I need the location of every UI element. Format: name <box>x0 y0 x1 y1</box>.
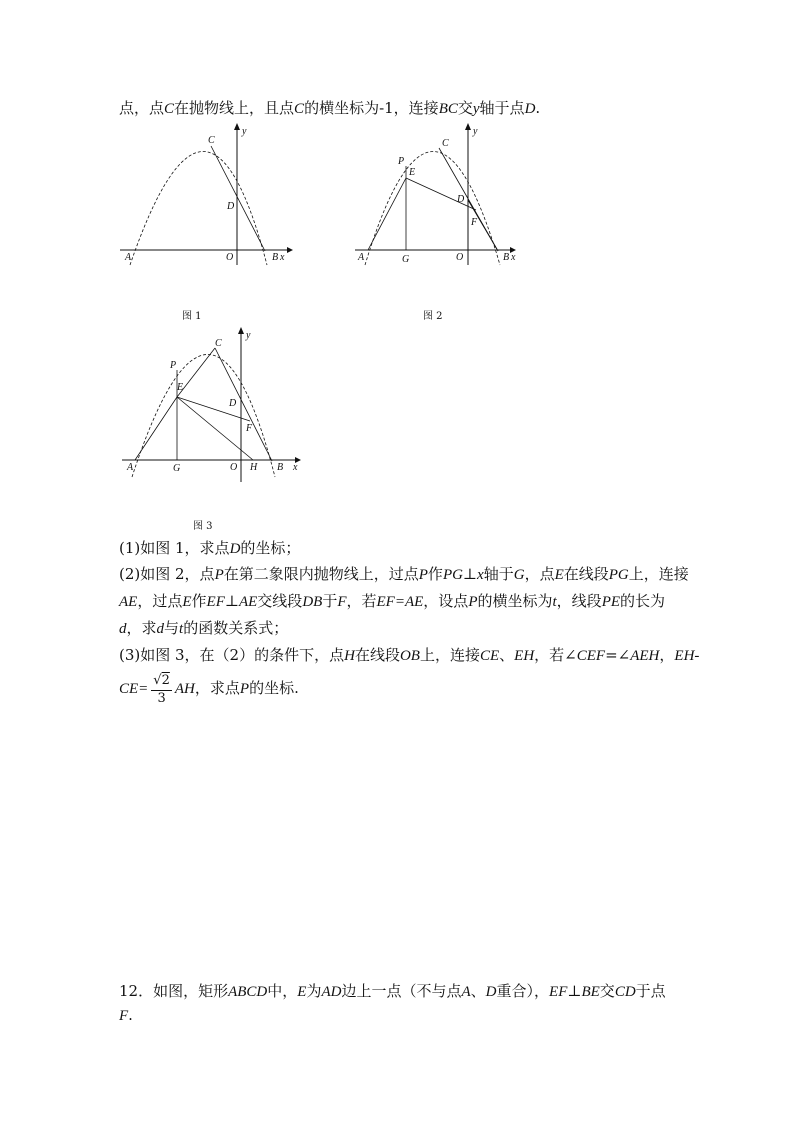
parabola <box>365 152 500 266</box>
fraction <box>151 672 172 707</box>
var: CE <box>479 648 500 664</box>
label-g: G <box>173 463 181 474</box>
var: P <box>418 567 428 583</box>
label-b: B <box>503 252 510 263</box>
question-12-line-2 <box>119 1004 133 1027</box>
text: =∠ <box>605 646 631 664</box>
text: (3)如图 3，在（2）的条件下，点 <box>119 646 345 664</box>
var: AEH <box>630 648 660 664</box>
var: PG⊥x <box>442 567 484 583</box>
segment-bc <box>211 146 265 251</box>
var: PE <box>601 594 621 610</box>
label-y: y <box>473 126 478 137</box>
text: (2)如图 2，点 <box>119 565 215 583</box>
label-y: y <box>246 330 251 341</box>
var: EH- <box>674 648 700 664</box>
var: DB <box>302 594 323 610</box>
text: 于点 <box>635 982 666 1000</box>
text: 在抛物线上，且点 <box>174 99 295 117</box>
parabola <box>130 152 267 266</box>
var: E <box>297 984 307 1000</box>
parabola <box>132 355 275 478</box>
label-x: x <box>280 252 285 263</box>
var: P <box>239 681 250 697</box>
label-a: A <box>358 252 365 263</box>
var: H <box>344 648 355 664</box>
text: 于 <box>322 592 338 610</box>
label-c: C <box>442 138 449 149</box>
var: EF⊥BE <box>549 984 600 1000</box>
label-p: P <box>398 156 405 167</box>
text: 作 <box>191 592 207 610</box>
var: BC <box>438 101 458 117</box>
text: 为 <box>306 982 322 1000</box>
text: ，点 <box>524 565 555 583</box>
text: 在第二象限内抛物线上，过点 <box>223 565 419 583</box>
var: P <box>214 567 224 583</box>
label-g: G <box>402 254 410 265</box>
var: E <box>182 594 192 610</box>
var: CD <box>614 984 636 1000</box>
text: ，设点 <box>423 592 469 610</box>
label-c: C <box>208 135 215 146</box>
label-a: A <box>127 462 134 473</box>
text: 轴于点 <box>479 99 525 117</box>
text: 点，点 <box>119 99 165 117</box>
radicand: 2 <box>161 672 170 688</box>
var: AD <box>321 984 342 1000</box>
question-3-line-1 <box>119 644 699 667</box>
label-c: C <box>215 338 222 349</box>
y-axis-arrow <box>465 123 471 130</box>
figure-2-caption: 图 2 <box>423 311 443 322</box>
text: 、 <box>470 982 486 1000</box>
text: 的横坐标为-1，连接 <box>304 99 439 117</box>
question-1 <box>119 537 300 560</box>
var: EF⊥AE <box>206 594 258 610</box>
text: 在线段 <box>354 646 400 664</box>
var: P <box>468 594 478 610</box>
label-b: B <box>272 252 279 263</box>
label-e: E <box>177 382 184 393</box>
var: d <box>156 621 165 637</box>
text: 在线段 <box>563 565 609 583</box>
var: EH <box>514 648 535 664</box>
label-o: O <box>456 252 464 263</box>
y-axis-arrow <box>234 123 240 130</box>
label-f: F <box>246 423 253 434</box>
var: y <box>472 101 480 117</box>
text: 的长为 <box>620 592 666 610</box>
var: C <box>164 101 175 117</box>
var: OB <box>399 648 420 664</box>
label-p: P <box>170 360 177 371</box>
label-d: D <box>457 194 465 205</box>
text: 上，连接 <box>628 565 689 583</box>
figure-3-caption: 图 3 <box>193 521 213 532</box>
var: PG <box>608 567 629 583</box>
var: A <box>461 984 471 1000</box>
text: 轴于 <box>483 565 514 583</box>
var: AH <box>174 681 195 697</box>
var: F <box>337 594 347 610</box>
var: t <box>552 594 557 610</box>
label-h: H <box>250 462 258 473</box>
var: C <box>294 101 305 117</box>
text: 作 <box>427 565 443 583</box>
text: 中， <box>267 982 298 1000</box>
text: 的坐标. <box>249 679 299 697</box>
x-axis-arrow <box>287 247 293 253</box>
label-b: B <box>277 462 284 473</box>
text: 交 <box>457 99 473 117</box>
label-o: O <box>226 252 234 263</box>
var: G <box>513 567 525 583</box>
text: ，若 <box>346 592 377 610</box>
text: ，过点 <box>137 592 183 610</box>
label-y: y <box>242 126 247 137</box>
var: F <box>119 1008 129 1024</box>
text: . <box>535 99 541 117</box>
text: 与 <box>164 619 180 637</box>
question-2-line-3 <box>119 617 288 640</box>
text: 边上一点（不与点 <box>341 982 462 1000</box>
var: t <box>179 621 184 637</box>
var: E <box>554 567 564 583</box>
label-e: E <box>409 167 416 178</box>
question-2-line-1 <box>119 563 689 586</box>
y-axis-arrow <box>238 327 244 334</box>
var: D <box>485 984 497 1000</box>
segment-ae <box>368 178 406 250</box>
figure-3 <box>117 322 307 487</box>
text: 上，连接 <box>419 646 480 664</box>
intro-line <box>119 97 540 120</box>
question-12-line-1 <box>119 980 666 1003</box>
question-2-line-2 <box>119 590 665 613</box>
denominator: 3 <box>157 690 166 706</box>
text: 的坐标； <box>240 539 301 557</box>
label-a: A <box>125 252 132 263</box>
text: ， <box>659 646 675 664</box>
text: . <box>128 1006 133 1024</box>
var: CE= <box>119 681 149 697</box>
text: 交线段 <box>257 592 303 610</box>
segment-bc <box>215 348 272 461</box>
label-x: x <box>511 252 516 263</box>
text: ，线段 <box>556 592 602 610</box>
var: D <box>524 101 536 117</box>
var: EF=AE <box>376 594 424 610</box>
segment-ae <box>135 397 177 460</box>
figure-2 <box>350 120 520 270</box>
var: CEF <box>576 648 606 664</box>
text: 重合）， <box>496 982 550 1000</box>
label-x: x <box>293 462 298 473</box>
label-d: D <box>229 398 237 409</box>
text: 交 <box>599 982 615 1000</box>
numerator: √2 <box>151 672 172 691</box>
label-o: O <box>230 462 238 473</box>
segment-eh <box>177 397 253 460</box>
text: 的函数关系式； <box>183 619 289 637</box>
text: (1)如图 1，求点 <box>119 539 230 557</box>
var: ABCD <box>228 984 268 1000</box>
label-d: D <box>227 201 235 212</box>
text: 的横坐标为 <box>477 592 553 610</box>
var: D <box>229 541 241 557</box>
text: ，求 <box>126 619 157 637</box>
figure-1-caption: 图 1 <box>182 311 202 322</box>
var: d <box>119 621 127 637</box>
var: AE <box>119 594 138 610</box>
text: 12．如图，矩形 <box>119 982 229 1000</box>
segment-ef <box>177 397 250 421</box>
label-f: F <box>471 217 478 228</box>
text: 、 <box>499 646 515 664</box>
text: ，若∠ <box>534 646 577 664</box>
figure-1 <box>115 120 295 270</box>
text: ，求点 <box>194 679 240 697</box>
question-3-line-2 <box>119 668 299 709</box>
